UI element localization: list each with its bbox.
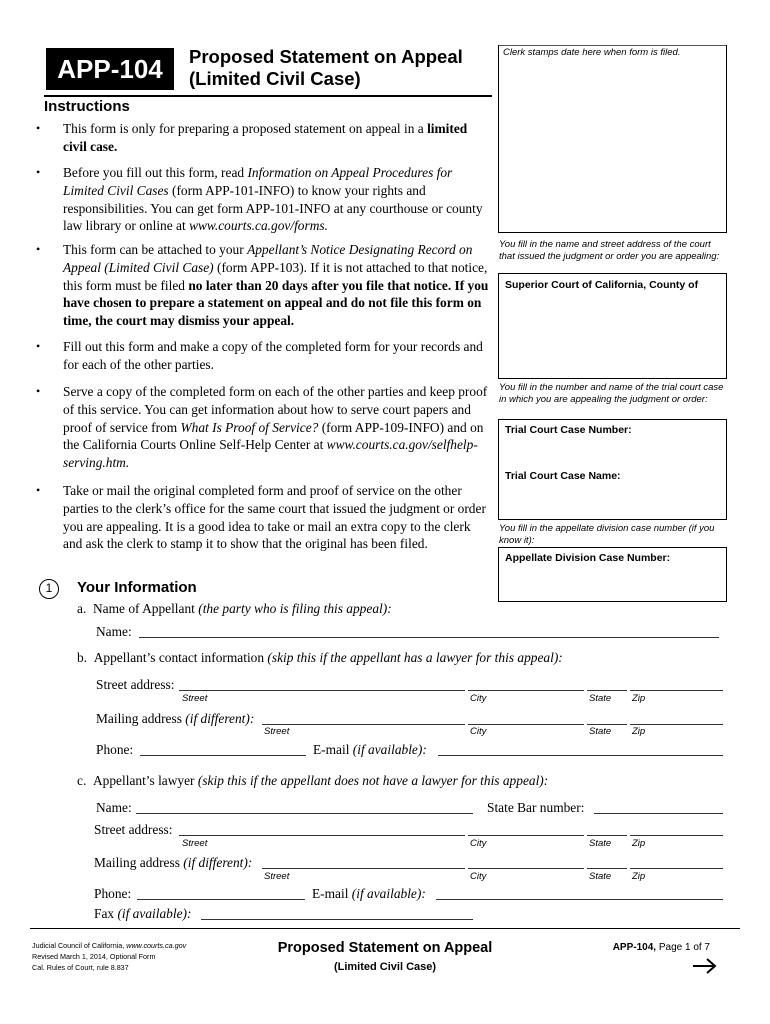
item-c-heading: c. Appellant’s lawyer (skip this if the appellant does not have a lawyer for this appeal):: [77, 773, 549, 788]
instruction-text: This form can be attached to your Appellant’s Notice Designating Record on Appeal (Limited Civil Case) (form APP-103). If it is not attached to that notice, this form must be filed no later than 20 days after you file that notice. If you have chosen to prepare a statement on appeal and do not file this form on time, the court may dismiss your appeal.: [63, 242, 489, 329]
appellant-mailing-street-field[interactable]: [262, 724, 465, 725]
header-divider: [44, 95, 492, 97]
appellant-mailing-state-field[interactable]: [587, 724, 627, 725]
lawyer-mailing-street-field[interactable]: [262, 868, 465, 869]
footer-divider: [30, 928, 740, 929]
appellate-case-number-label: Appellate Division Case Number:: [505, 552, 671, 564]
right-arrow-icon[interactable]: [690, 954, 720, 978]
trial-case-name-label: Trial Court Case Name:: [505, 470, 621, 482]
instructions-heading: Instructions: [44, 98, 130, 115]
court-address-note: You fill in the name and street address of the court that issued the judgment or order you are appealing:: [499, 239, 720, 262]
street-caption: Street: [264, 871, 290, 882]
appellant-name-field[interactable]: [139, 637, 719, 638]
bullet-dot-icon: •: [36, 339, 41, 353]
form-title: [189, 46, 489, 90]
item-a-heading: a. Name of Appellant (the party who is filing this appeal):: [77, 601, 392, 616]
zip-caption: Zip: [632, 871, 646, 882]
lawyer-email-label: E-mail (if available):: [312, 886, 426, 901]
form-title-line2: (Limited Civil Case): [189, 68, 361, 89]
lawyer-street-label: Street address:: [94, 822, 173, 837]
street-caption: Street: [264, 726, 290, 737]
street-caption: Street: [182, 838, 208, 849]
lawyer-mailing-label: Mailing address (if different):: [94, 855, 253, 870]
state-caption: State: [589, 693, 612, 704]
instruction-text: Fill out this form and make a copy of the completed form for your records and for each of the other parties.: [63, 339, 483, 372]
appellant-name-label: Name:: [96, 624, 132, 639]
appellant-street-label: Street address:: [96, 677, 175, 692]
court-address-label: Superior Court of California, County of: [505, 279, 699, 291]
appellant-zip-field[interactable]: [630, 690, 723, 691]
city-caption: City: [470, 726, 487, 737]
bullet-dot-icon: •: [36, 121, 41, 135]
zip-caption: Zip: [632, 838, 646, 849]
appellant-phone-field[interactable]: [140, 755, 306, 756]
zip-caption: Zip: [632, 726, 646, 737]
appellate-case-note: You fill in the appellate division case number (if you know it):: [499, 523, 715, 546]
lawyer-phone-label: Phone:: [94, 886, 132, 901]
lawyer-mailing-zip-field[interactable]: [630, 868, 723, 869]
footer-page-number: APP-104, Page 1 of 7: [612, 942, 710, 953]
clerk-stamp-note: Clerk stamps date here when form is filed.: [503, 47, 681, 58]
section-number-badge: 1: [39, 579, 59, 599]
lawyer-fax-label: Fax (if available):: [94, 906, 192, 921]
lawyer-fax-field[interactable]: [201, 919, 473, 920]
lawyer-mailing-city-field[interactable]: [468, 868, 584, 869]
state-bar-label: State Bar number:: [487, 800, 585, 815]
state-caption: State: [589, 726, 612, 737]
instruction-text: Take or mail the original completed form and proof of service on the other parties to the clerk’s office for the same court that issued the judgment or order you are appealing. It is a good idea to take or mail an extra copy to the clerk and ask the clerk to stamp it to show that the original has been filed.: [63, 483, 486, 552]
appellant-mailing-label: Mailing address (if different):: [96, 711, 255, 726]
appellant-mailing-city-field[interactable]: [468, 724, 584, 725]
form-number-badge: APP-104: [46, 48, 174, 90]
form-title-line1: Proposed Statement on Appeal: [189, 46, 463, 67]
city-caption: City: [470, 693, 487, 704]
clerk-stamp-area[interactable]: [498, 45, 727, 233]
city-caption: City: [470, 871, 487, 882]
instruction-text: This form is only for preparing a proposed statement on appeal in a limited civil case.: [63, 121, 468, 154]
appellant-mailing-zip-field[interactable]: [630, 724, 723, 725]
footer-revised: Revised March 1, 2014, Optional Form: [32, 952, 156, 961]
bullet-dot-icon: •: [36, 384, 41, 398]
bullet-dot-icon: •: [36, 165, 41, 179]
lawyer-city-field[interactable]: [468, 835, 584, 836]
instruction-text: Serve a copy of the completed form on each of the other parties and keep proof of this service. You can get information about how to serve court papers and proof of service from What Is Proof of Service? (form APP-109-INFO) and on the California Courts Online Self-Help Center at www.courts.ca.gov/selfhelp-serving.htm.: [63, 384, 488, 471]
trial-case-note: You fill in the number and name of the trial court case in which you are appealing the judgment or order:: [499, 382, 724, 405]
city-caption: City: [470, 838, 487, 849]
lawyer-mailing-state-field[interactable]: [587, 868, 627, 869]
section-title: Your Information: [77, 579, 197, 596]
footer-council-site: www.courts.ca.gov: [126, 941, 187, 950]
lawyer-phone-field[interactable]: [137, 899, 305, 900]
bullet-dot-icon: •: [36, 483, 41, 497]
appellant-street-field[interactable]: [179, 690, 465, 691]
street-caption: Street: [182, 693, 208, 704]
instruction-text: Before you fill out this form, read Information on Appeal Procedures for Limited Civil Cases (form APP-101-INFO) to know your rights and responsibilities. You can get form APP-101-INFO at any courthouse or county law library or online at www.courts.ca.gov/forms.: [63, 165, 483, 234]
lawyer-street-field[interactable]: [179, 835, 465, 836]
lawyer-state-field[interactable]: [587, 835, 627, 836]
footer-rule-cite: Cal. Rules of Court, rule 8.837: [32, 963, 129, 972]
appellant-state-field[interactable]: [587, 690, 627, 691]
state-caption: State: [589, 838, 612, 849]
bullet-dot-icon: •: [36, 242, 41, 256]
lawyer-zip-field[interactable]: [630, 835, 723, 836]
footer-title: Proposed Statement on Appeal: [277, 940, 493, 956]
lawyer-email-field[interactable]: [436, 899, 723, 900]
appellant-email-label: E-mail (if available):: [313, 742, 427, 757]
state-caption: State: [589, 871, 612, 882]
state-bar-field[interactable]: [594, 813, 723, 814]
item-b-heading: b. Appellant’s contact information (skip this if the appellant has a lawyer for this appeal):: [77, 650, 563, 665]
appellant-phone-label: Phone:: [96, 742, 134, 757]
footer-council: Judicial Council of California, www.courts.ca.gov: [32, 941, 187, 950]
lawyer-name-label: Name:: [96, 800, 132, 815]
footer-subtitle: (Limited Civil Case): [333, 961, 437, 973]
trial-case-number-label: Trial Court Case Number:: [505, 424, 632, 436]
zip-caption: Zip: [632, 693, 646, 704]
appellant-email-field[interactable]: [438, 755, 723, 756]
appellant-city-field[interactable]: [468, 690, 584, 691]
lawyer-name-field[interactable]: [136, 813, 473, 814]
